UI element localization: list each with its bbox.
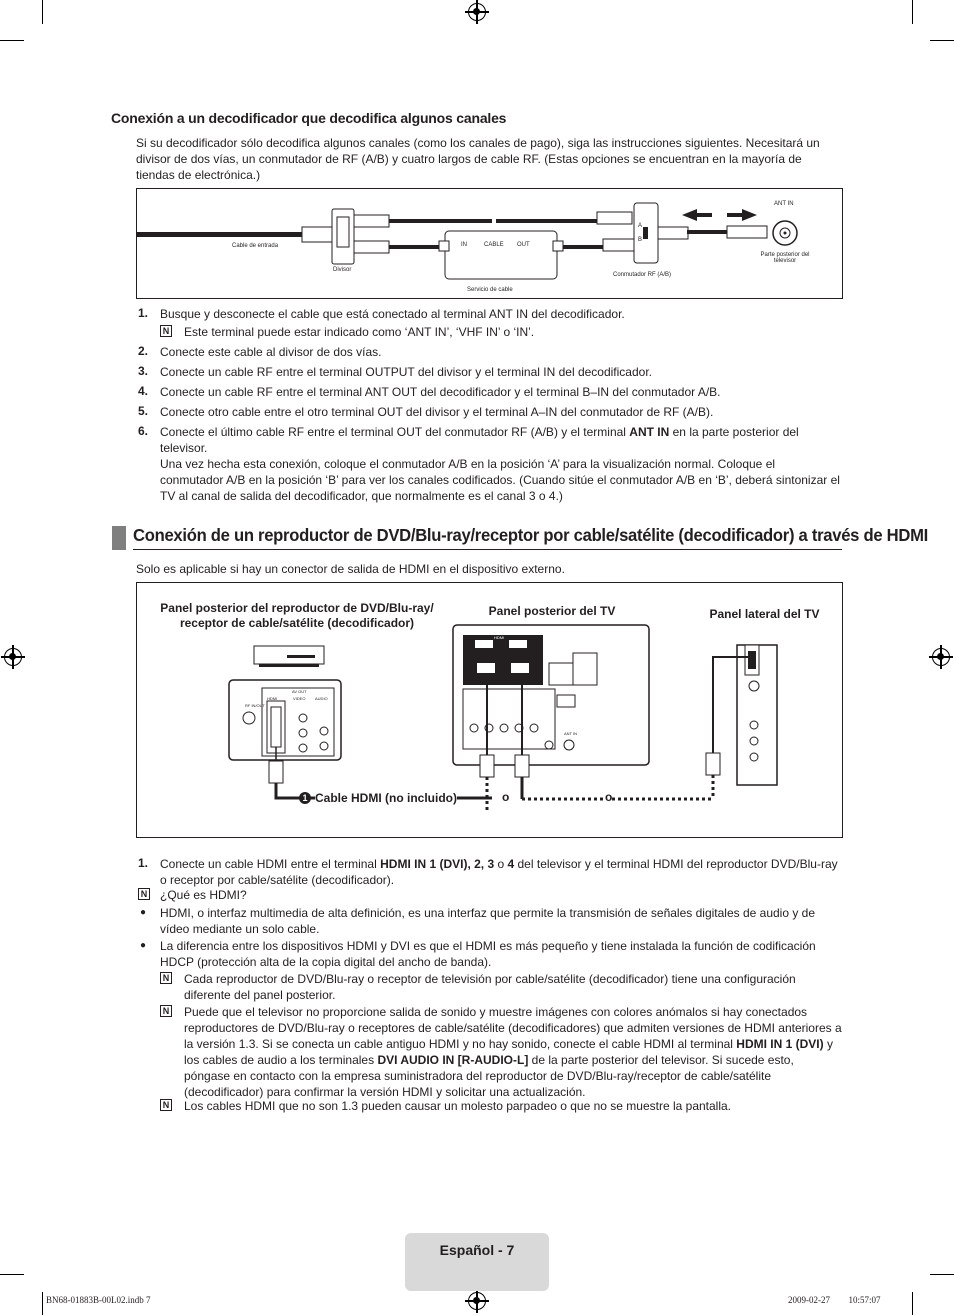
registration-mark-icon <box>932 648 950 666</box>
registration-mark-icon <box>468 3 486 21</box>
note-text: Este terminal puede estar indicado como ‘ANT IN’, ‘VHF IN’ o ‘IN’. <box>184 325 535 339</box>
tv-side-panel-label: Panel lateral del TV <box>709 607 820 621</box>
player-panel-label: Panel posterior del reproductor de DVD/Blu-ray/ receptor de cable/satélite (decodificador) <box>160 601 434 630</box>
note-what-hdmi: ¿Qué es HDMI? <box>160 888 247 902</box>
step-5-text: Conecte otro cable entre el otro terminal OUT del divisor y el terminal A–IN del conmutador de RF (A/B). <box>160 405 714 419</box>
section-2-intro: Solo es aplicable si hay un conector de salida de HDMI en el dispositivo externo. <box>136 562 565 576</box>
player-hdmi-label: HDMI <box>267 696 278 701</box>
switch-b-label: B <box>638 237 643 243</box>
hdmi-diagram-drawing <box>137 583 842 837</box>
step-2-text: Conecte este cable al divisor de dos vías. <box>160 345 382 359</box>
step-number: 6. <box>138 424 149 438</box>
step-1-text: Busque y desconecte el cable que está conectado al terminal ANT IN del decodificador. <box>160 307 625 321</box>
switch-a-label: A <box>638 223 643 229</box>
hdmi-diagram <box>136 582 843 838</box>
section-1-intro: Si su decodificador sólo decodifica algunos canales (como los canales de pago), siga las instrucciones siguientes. Necesitará un divisor de dos vías, un conmutador de RF (A/B) y cuatro largos de cable RF. (Estas opciones se encuentran en la mayoría de tiendas de electrónica.) <box>136 136 820 182</box>
hdmi-step-1-text: Conecte un cable HDMI entre el terminal HDMI IN 1 (DVI), 2, 3 o 4 del televisor y el terminal HDMI del reproductor DVD/Blu-ray o receptor por cable/satélite (decodificador). <box>160 857 838 887</box>
tv-rear-label: Parte posterior del televisor <box>760 252 810 264</box>
crop-mark <box>42 1292 43 1315</box>
rf-switch-label: Conmutador RF (A/B) <box>613 272 672 278</box>
step-6-extra: Una vez hecha esta conexión, coloque el conmutador A/B en la posición ‘A’ para la visualización normal. Coloque el conmutador A/B en la posición ‘B’ para ver los canales codificados. (Cuando sitúe el conmutador A/B en ‘B’, deberá sintonizar el TV al canal de salida del decodificador, que normalmente es el canal 3 o 4.) <box>160 457 840 503</box>
step-number: 5. <box>138 404 149 418</box>
section-1-title: Conexión a un decodificador que decodifica algunos canales <box>111 110 507 126</box>
section-marker <box>112 526 126 550</box>
crop-mark <box>0 40 24 41</box>
ant-in-label: ANT IN <box>774 201 794 207</box>
cable-box-label: Servicio de cable <box>467 287 513 293</box>
tv-hdmi-label: HDMI <box>494 635 505 640</box>
bullet-2-text: La diferencia entre los dispositivos HDMI y DVI es que el HDMI es más pequeño y tiene instalada la función de codificación HDCP (protección alta de la copia digital del ancho de banda). <box>160 939 816 969</box>
bullet-1-text: HDMI, o interfaz multimedia de alta definición, es una interfaz que permite la transmisión de señales digitales de audio y de vídeo mediante un solo cable. <box>160 906 816 936</box>
crop-mark <box>912 1292 913 1315</box>
note-3-text: Puede que el televisor no proporcione salida de sonido y muestre imágenes con colores anómalos si hay conectados reproductores de DVD/Blu-ray o receptores de cable/satélite (decodificadores) que admiten versiones de HDMI anteriores a la versión 1.3. Si se conecta un cable antiguo HDMI y no hay sonido, conecte el cable HDMI al terminal HDMI IN 1 (DVI) y los cables de audio a los terminales DVI AUDIO IN [R-AUDIO-L] de la parte posterior del televisor. Si sucede esto, póngase en contacto con la empresa suministradora del reproductor de DVD/Blu-ray/receptor de cable/satélite (decodificador) para confirmar la versión HDMI y solicitar una actualización. <box>184 1005 842 1099</box>
note-icon: N <box>160 1005 172 1017</box>
or-label: o <box>502 790 510 804</box>
note-icon: N <box>160 1099 172 1111</box>
print-timestamp: 2009-02-27 ￿￿ 10:57:07 <box>788 1295 881 1305</box>
title-rule <box>133 549 842 550</box>
registration-mark-icon <box>4 648 22 666</box>
step-number: 1. <box>138 856 149 870</box>
tv-ant-in-label: ANT IN <box>564 731 578 736</box>
bullet-icon: ● <box>140 907 147 918</box>
box-in-label: IN <box>461 242 467 248</box>
player-rf-label: RF IN/OUT <box>245 703 265 708</box>
cable-in-label: Cable de entrada <box>232 243 279 249</box>
splitter-label: Divisor <box>333 267 352 273</box>
box-out-label: OUT <box>517 242 530 248</box>
step-6-text: Conecte el último cable RF entre el terminal OUT del conmutador RF (A/B) y el terminal ANT IN en la parte posterior del televisor. <box>160 425 799 455</box>
crop-mark <box>930 1274 954 1275</box>
step-3-text: Conecte un cable RF entre el terminal OUTPUT del divisor y el terminal IN del decodificador. <box>160 365 652 379</box>
player-av-out-label: AV OUT <box>292 689 307 694</box>
page-number: Español - 7 <box>439 1242 515 1258</box>
step-4-text: Conecte un cable RF entre el terminal ANT OUT del decodificador y el terminal B–IN del conmutador A/B. <box>160 385 721 399</box>
file-name: BN68-01883B-00L02.indb 7 <box>46 1295 151 1305</box>
crop-mark <box>912 0 913 24</box>
note-icon: N <box>160 972 172 984</box>
note-2-text: Cada reproductor de DVD/Blu-ray o receptor de televisión por cable/satélite (decodificador) tiene una configuración diferente del panel posterior. <box>184 972 796 1002</box>
crop-mark <box>42 0 43 24</box>
crop-mark <box>0 1274 24 1275</box>
registration-mark-icon <box>468 1292 486 1310</box>
note-icon: N <box>138 888 150 900</box>
tv-rear-panel-label: Panel posterior del TV <box>488 604 616 618</box>
step-number: 2. <box>138 344 149 358</box>
box-cable-label: CABLE <box>484 242 504 248</box>
player-audio-label: AUDIO <box>315 696 328 701</box>
splitter-diagram <box>136 188 843 299</box>
crop-mark <box>930 40 954 41</box>
cable-number-badge: 1 <box>299 792 311 804</box>
hdmi-cable-label: Cable HDMI (no incluido) <box>315 791 457 805</box>
step-number: 1. <box>138 306 149 320</box>
note-4-text: Los cables HDMI que no son 1.3 pueden causar un molesto parpadeo o que no se muestre la pantalla. <box>184 1099 732 1113</box>
step-number: 4. <box>138 384 149 398</box>
player-video-label: VIDEO <box>293 696 306 701</box>
note-icon: N <box>160 325 172 337</box>
bullet-icon: ● <box>140 940 147 951</box>
section-2-title: Conexión de un reproductor de DVD/Blu-ray/receptor por cable/satélite (decodificador) a través de HDMI <box>133 525 928 545</box>
step-number: 3. <box>138 364 149 378</box>
or-label: o <box>605 790 613 804</box>
